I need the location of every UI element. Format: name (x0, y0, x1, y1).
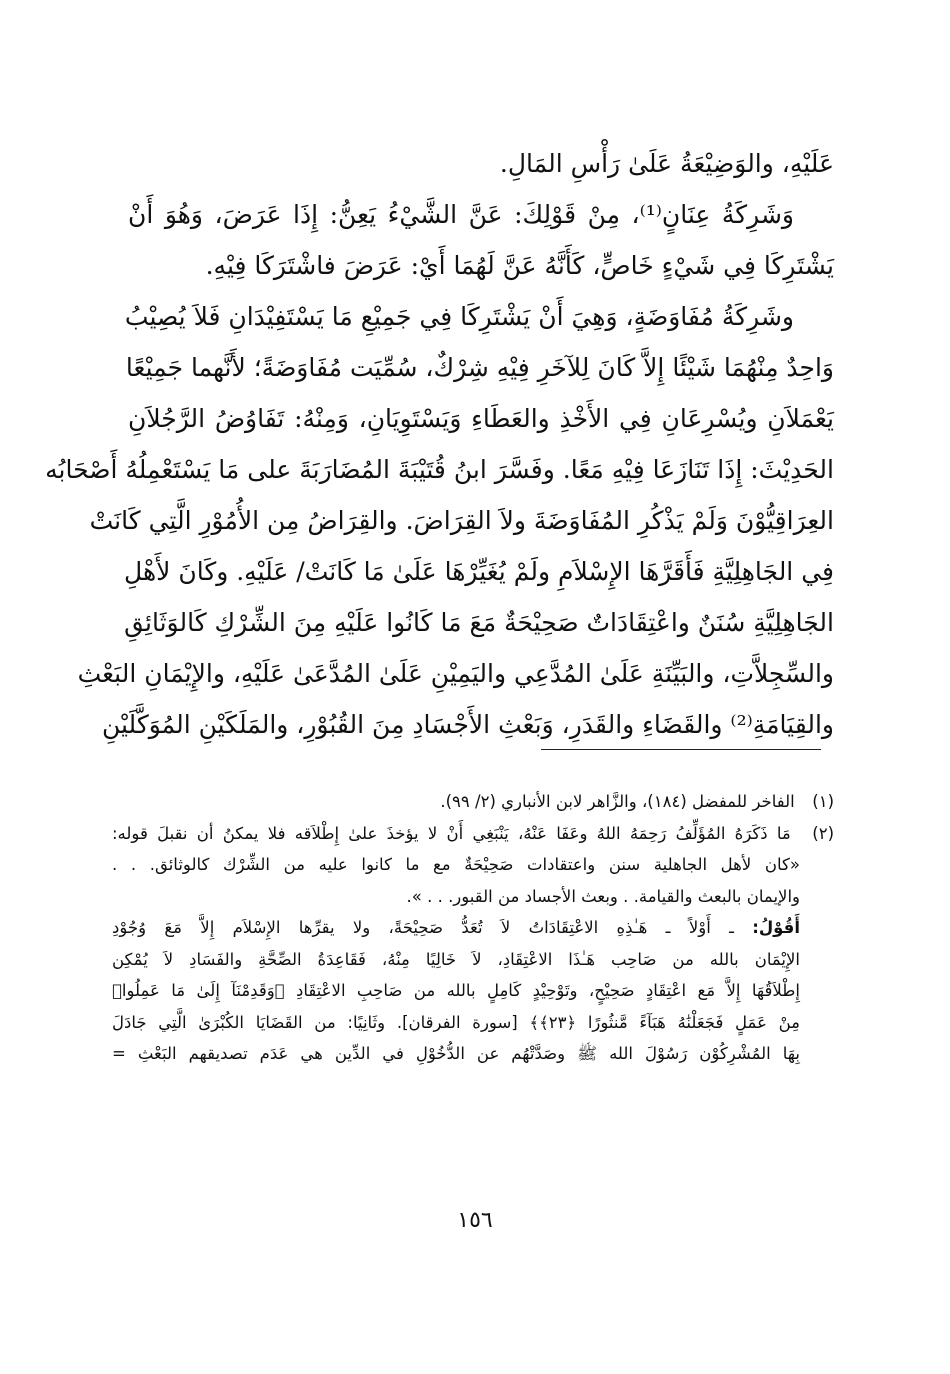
footnote-2-line-3: والإيمان بالبعث والقيامة. . وبعث الأجساد من القبور. . . ». (406, 886, 800, 906)
commentary-line-3: إِطْلاَقُهَا إِلاَّ مَع اعْتِقَادٍ صَحِيْحٍ، وتَوْحِيْدٍ كَامِلٍ بالله من صَاحِبِ الاعْتِقَادِ ﴿وَقَدِمْنَآ إِلَىٰ مَا عَمِلُوا۟ (112, 981, 800, 1000)
text-line-9: فِي الجَاهِلِيَّةِ فَأَقَرَّهَا الإِسْلاَمِ ولَمْ يُغَيِّرْهَا عَلَىٰ مَا كَانَتْ/ عَلَيْهِ. وكَانَ لأَهْلِ (124, 557, 834, 586)
text-line-8: العِرَاقِيُّوْنَ وَلَمْ يَذْكُرِ المُفَاوَضَةَ ولاَ القِرَاضَ. والقِرَاضُ مِن الأُمُوْرِ الَّتِي كَانَتْ (89, 506, 834, 535)
text-line-2: وَشَرِكَةُ عِنَانٍ⁽¹⁾، مِنْ قَوْلِكَ: عَنَّ الشَّيْءُ يَعِنُّ: إِذَا عَرَضَ، وَهُوَ أَنْ (128, 200, 794, 229)
text-line-1: عَلَيْهِ، والوَضِيْعَةُ عَلَىٰ رَأْسِ المَالِ. (499, 149, 834, 178)
commentary-line-5: بِهَا المُشْرِكُوْن رَسُوْلَ الله ﷺ وصَدَّتْهُم عن الدُّخُوْلِ في الدِّين هي عَدَم تصديقهم البَعْثِ = (112, 1044, 800, 1063)
footnote-1-number: (١) (812, 792, 834, 811)
footnote-2 (112, 818, 834, 850)
footnote-2-number: (٢) (812, 823, 835, 843)
commentary-line-1-text: ـ أَوْلاً ـ هَـٰذِهِ الاعْتِقَادَاتُ لاَ تُعَدُّ صَحِيْحَةً، ولا يقرِّها الإِسْلاَم إِلاَّ مَعَ وُجُوْدِ (112, 918, 734, 937)
footnote-2-line-1: مَا ذَكَرَهُ المُؤَلِّفُ رَحِمَهُ اللهُ وعَفَا عَنْهُ، يَنْبَغِي أَنْ لا يؤخذَ علىٰ إِطْلاَقه فلا يمكنُ أن نقبلَ قوله: (112, 823, 791, 843)
commentary-lead: أَقُوْلُ: (752, 918, 800, 937)
footnote-1 (112, 786, 834, 818)
text-line-6: يَعْمَلاَنِ ويُسْرِعَانِ فِي الأَخْذِ والعَطَاءِ وَيَسْتَوِيَانِ، وَمِنْهُ: تَفَاوُضُ الرَّجُلاَنِ (128, 404, 834, 433)
text-line-5: وَاحِدٌ مِنْهُمَا شَيْئًا إِلاَّ كَانَ لِلآخَرِ فِيْهِ شِرْكٌ، سُمِّيَت مُفَاوَضَةً؛ لأَنَّهما جَمِيْعًا (125, 353, 834, 382)
text-line-12: والقِيَامَةِ⁽²⁾ والقَضَاءِ والقَدَرِ، وَبَعْثِ الأَجْسَادِ مِنَ القُبُوْرِ، والمَلَكَيْنِ المُوَكَّلَيْنِ (101, 710, 834, 739)
footnote-separator (541, 749, 821, 750)
text-line-11: والسِّجِلاَّتِ، والبَيِّنَةِ عَلَىٰ المُدَّعِي واليَمِيْنِ عَلَىٰ المُدَّعَىٰ عَلَيْهِ، والإِيْمَانِ البَعْثِ (77, 659, 834, 688)
text-line-3: يَشْتَرِكَا فِي شَيْءٍ خَاصٍّ، كَأَنَّهُ عَنَّ لَهُمَا أَيْ: عَرَضَ فاشْتَرَكَا فِيْهِ. (205, 251, 834, 280)
footnote-2-line-2: «كان لأهل الجاهلية سنن واعتقادات صَحِيْحَةٌ مع ما كانوا عليه من الشِّرْك كالوثائق. . . (112, 855, 800, 874)
text-line-7: الحَدِيْثَ: إِذَا تَنَازَعَا فِيْهِ مَعًا. وفَسَّرَ ابنُ قُتَيْبَةَ المُضَارَبَةَ على مَا يَسْتَعْمِلُهُ أَصْحَابُه (45, 455, 834, 484)
footnotes-block (112, 786, 834, 1070)
text-line-10: الجَاهِلِيَّةِ سُنَنٌ واعْتِقَادَاتٌ صَحِيْحَةٌ مَعَ مَا كَانُوا عَلَيْهِ مِنَ الشِّرْكِ كَالوَثَائِقِ (124, 608, 834, 637)
main-text-block (45, 138, 834, 750)
page-number: ١٥٦ (457, 1208, 493, 1233)
commentary-line-2: الإِيْمَان بالله من صَاحِب هَـٰذَا الاعْتِقَادِ، لاَ خَالِيًا مِنْهُ، فَقَاعِدَةُ الصِّحَّةِ والفَسَادِ لاَ يُمْكِن (112, 949, 800, 969)
commentary-line-4: مِنْ عَمَلٍ فَجَعَلْنَٰهُ هَبَآءً مَّنثُورًا ﴿٢٣﴾﴾ [سورة الفرقان]. وثَانِيًا: من القَضَايَا الكُبْرَىٰ الَّتِي جَادَلَ (112, 1012, 800, 1032)
commentary-line-1 (112, 912, 834, 944)
footnote-1-text: الفاخر للمفضل (١٨٤)، والزَّاهر لابن الأنباري (٢/ ٩٩). (440, 792, 795, 811)
text-line-4: وشَرِكَةُ مُفَاوَضَةٍ، وَهِيَ أَنْ يَشْتَرِكَا فِي جَمِيْعِ مَا يَسْتَفِيْدَانِ فَلاَ يُصِيْبُ (124, 302, 794, 331)
